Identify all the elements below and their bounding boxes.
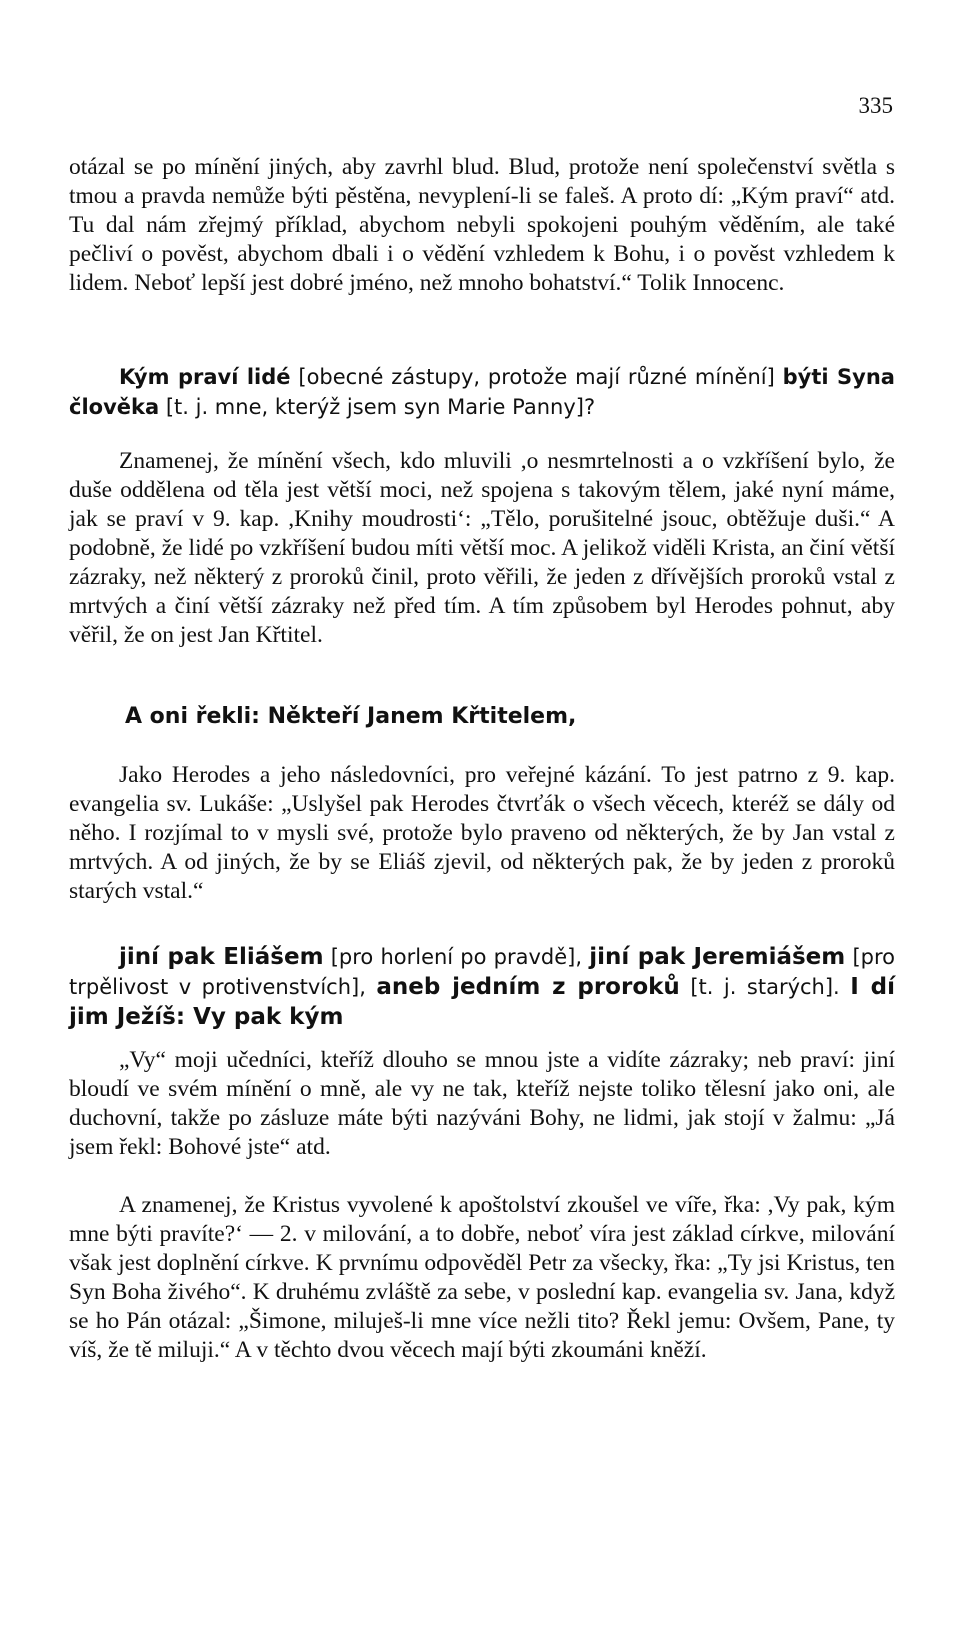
heading-kym-pravi-regular-b: [t. j. mne, kterýž jsem syn Marie Panny]? [165,395,596,419]
heading-jini-pak-bold-d: I dí jim Ježíš: Vy pak kým [69,974,895,1030]
heading-jini-pak-bold-b: jiní pak Jeremiášem [589,944,846,970]
heading-jini-pak-regular-b: [pro trpělivost v protivenstvích], [69,945,895,999]
section-heading-a-oni-rekli: A oni řekli: Někteří Janem Křtitelem, [125,704,577,729]
heading-jini-pak-regular-c: [t. j. starých]. [690,975,840,999]
heading-jini-pak-bold-a: jiní pak Eliášem [119,944,324,970]
book-page [69,0,895,1649]
paragraph-1 [69,153,895,298]
paragraph-2 [69,447,895,650]
heading-jini-pak [69,942,895,1032]
paragraph-3 [69,761,895,906]
paragraph-5-text: A znamenej, že Kristus vyvolené k apoštolství zkoušel ve víře, řka: ,Vy pak, kým mne býti pravíte?‘ — 2. v milování, a to dobře, neboť víra jest základ církve, milování však jest doplnění církve. K prvnímu odpověděl Petr za všecky, řka: „Ty jsi Kristus, ten Syn Boha živého“. K druhému zvláště za sebe, v poslední kap. evangelia sv. Jana, když se ho Pán otázal: „Šimone, miluješ-li mne více nežli tito? Řekl jemu: Ovšem, Pane, ty víš, že tě miluji.“ A v těchto dvou věcech mají býti zkoumáni kněží. [69,1192,895,1363]
paragraph-2-text: Znamenej, že mínění všech, kdo mluvili ,o nesmrtelnosti a o vzkříšení bylo, že duše oddělena od těla jest větší moci, než spojena s takovým tělem, jaké nyní máme, jak se praví v 9. kap. ,Knihy moudrosti‘: „Tělo, porušitelné jsouc, obtěžuje duši.“ A podobně, že lidé po vzkříšení budou míti větší moc. A jelikož viděli Krista, an činí větší zázraky, než některý z proroků činil, proto věřili, že jeden z dřívějších proroků vstal z mrtvých a činí větší zázraky než před tím. A tím způsobem byl Herodes pohnut, aby věřil, že on jest Jan Křtitel. [69,448,895,648]
paragraph-4-text: „Vy“ moji učedníci, kteříž dlouho se mnou jste a vidíte zázraky; neb praví: jiní bloudí ve svém mínění o mně, ale vy ne tak, kteříž nejste toliko tělesní jako oni, ale duchovní, takže po zásluze máte býti nazýváni Bohy, ne lidmi, jak stojí v žalmu: „Já jsem řekl: Bohové jste“ atd. [69,1047,895,1160]
heading-kym-pravi-bold-b: býti Syna člověka [69,365,895,419]
paragraph-3-text: Jako Herodes a jeho následovníci, pro veřejné kázání. To jest patrno z 9. kap. evangelia sv. Lukáše: „Uslyšel pak Herodes čtvrťák o všech věcech, kteréž se dály od něho. I rozjímal to v mysli své, protože bylo praveno od některých, že by Jan vstal z mrtvých. A od jiných, že by se Eliáš zjevil, od některých pak, že by jeden z proroků starých vstal.“ [69,762,895,904]
page-number: 335 [858,93,893,118]
heading-jini-pak-regular-a: [pro horlení po pravdě], [330,945,583,969]
paragraph-5 [69,1191,895,1365]
paragraph-1-text: otázal se po mínění jiných, aby zavrhl blud. Blud, protože není společenství světla s tmou a pravda nemůže býti pěstěna, nevyplení-li se faleš. A proto dí: „Kým praví“ atd. Tu dal nám zřejmý příklad, abychom nebyli spokojeni pouhým věděním, ale také pečliví o pověst, abychom dbali i o vědění vzhledem k Bohu, i o pověst vzhledem k lidem. Neboť lepší jest dobré jméno, než mnoho bohatství.“ Tolik Innocenc. [69,154,895,296]
heading-kym-pravi [69,362,895,422]
heading-kym-pravi-regular-a: [obecné zástupy, protože mají různé mínění] [298,365,775,389]
paragraph-4 [69,1046,895,1162]
heading-jini-pak-bold-c: aneb jedním z proroků [376,974,680,1000]
heading-kym-pravi-bold-a: Kým praví lidé [119,365,291,389]
